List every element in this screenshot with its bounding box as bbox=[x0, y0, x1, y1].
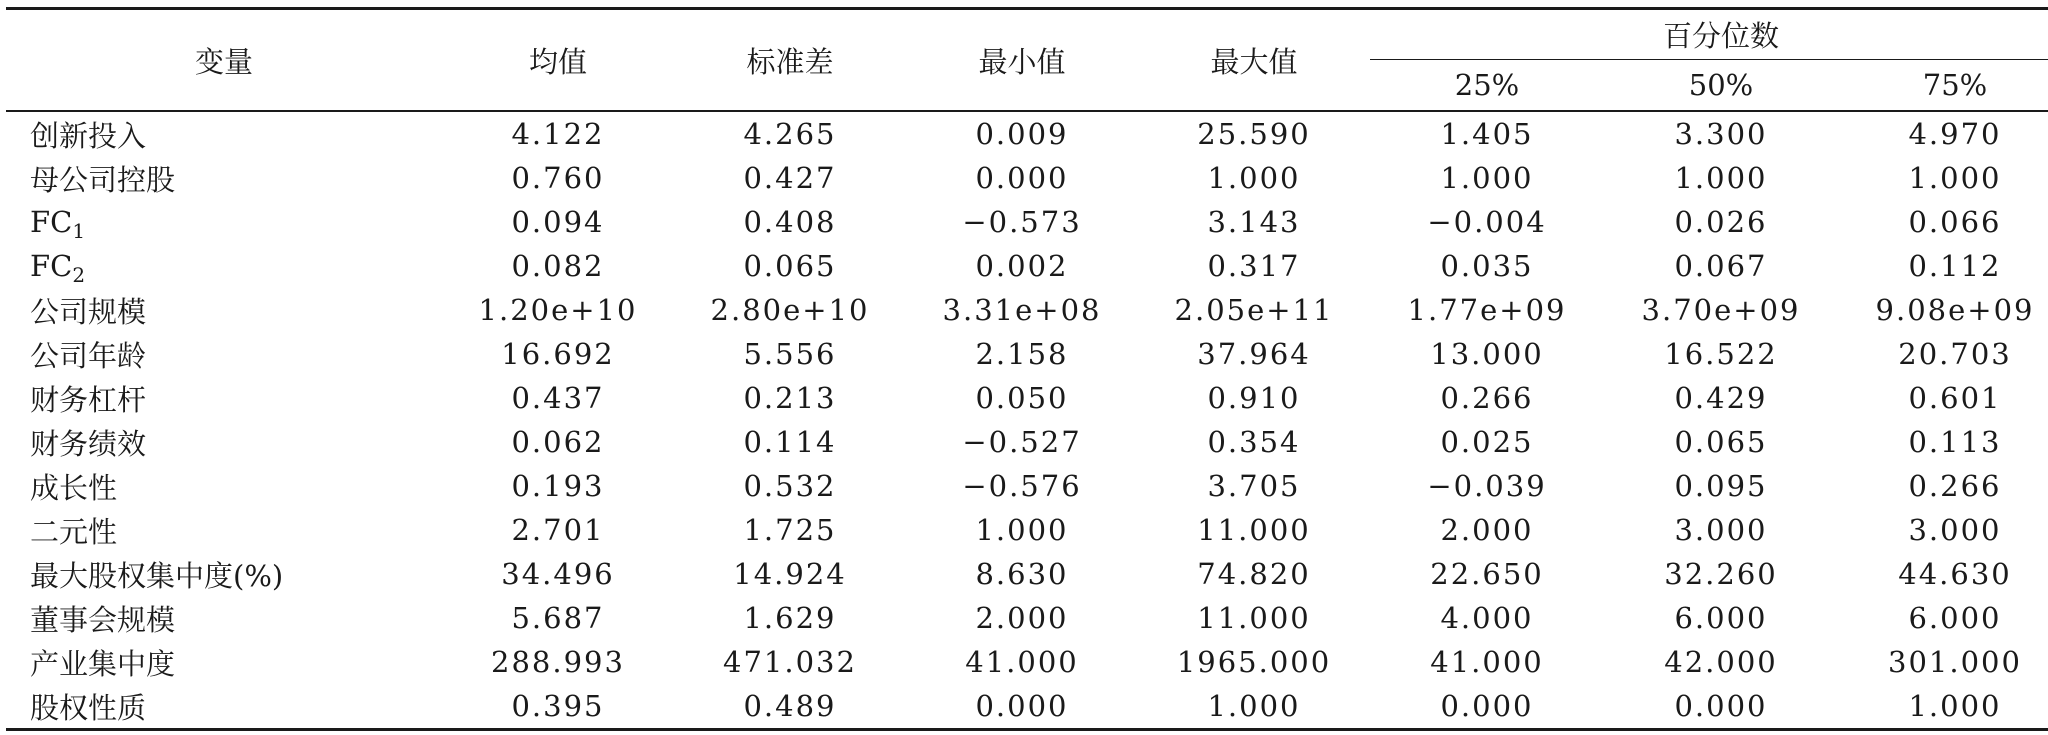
table-row bbox=[6, 684, 2048, 730]
cell-min: 3.31e+08 bbox=[942, 293, 1102, 327]
header-min: 最小值 bbox=[906, 9, 1138, 112]
cell-p50: 32.260 bbox=[1664, 557, 1778, 591]
cell-p50: 0.429 bbox=[1674, 381, 1768, 415]
row-variable-name bbox=[6, 376, 442, 420]
cell-std: 1.725 bbox=[743, 513, 837, 547]
table-body bbox=[6, 111, 2048, 730]
row-variable-name bbox=[6, 332, 442, 376]
variable-label: 股权性质 bbox=[30, 690, 147, 725]
cell-std: 0.532 bbox=[743, 469, 837, 503]
header-variable: 变量 bbox=[6, 9, 442, 112]
cell-max: 3.143 bbox=[1207, 205, 1301, 239]
row-variable-name bbox=[6, 464, 442, 508]
cell-mean: 34.496 bbox=[501, 557, 615, 591]
cell-p50: 3.70e+09 bbox=[1641, 293, 1801, 327]
cell-mean: 4.122 bbox=[511, 117, 605, 151]
cell-p25: 0.035 bbox=[1440, 249, 1534, 283]
cell-max: 11.000 bbox=[1197, 513, 1311, 547]
cell-p25: 0.266 bbox=[1440, 381, 1534, 415]
header-mean: 均值 bbox=[442, 9, 674, 112]
table-row bbox=[6, 552, 2048, 596]
cell-min: 2.158 bbox=[975, 337, 1069, 371]
cell-mean: 0.437 bbox=[511, 381, 605, 415]
cell-min: −0.527 bbox=[962, 425, 1082, 459]
header-p25: 25% bbox=[1370, 60, 1604, 112]
cell-std: 14.924 bbox=[733, 557, 847, 591]
cell-std: 0.065 bbox=[743, 249, 837, 283]
table-header bbox=[6, 9, 2048, 112]
cell-p25: 1.000 bbox=[1440, 161, 1534, 195]
cell-max: 1.000 bbox=[1138, 684, 1370, 730]
cell-p50: 6.000 bbox=[1674, 601, 1768, 635]
cell-p25: 13.000 bbox=[1430, 337, 1544, 371]
cell-p50: 42.000 bbox=[1664, 645, 1778, 679]
row-variable-name bbox=[6, 200, 442, 244]
variable-label: FC bbox=[30, 249, 73, 283]
cell-min: 0.050 bbox=[975, 381, 1069, 415]
cell-mean: 5.687 bbox=[511, 601, 605, 635]
table-row bbox=[6, 288, 2048, 332]
variable-label: 公司规模 bbox=[30, 294, 147, 329]
row-variable-name bbox=[6, 684, 442, 730]
header-max: 最大值 bbox=[1138, 9, 1370, 112]
cell-p75: 301.000 bbox=[1888, 645, 2022, 679]
cell-p25: 0.000 bbox=[1370, 684, 1604, 730]
cell-max: 11.000 bbox=[1197, 601, 1311, 635]
row-variable-name bbox=[6, 288, 442, 332]
cell-min: 41.000 bbox=[965, 645, 1079, 679]
cell-p75: 9.08e+09 bbox=[1875, 293, 2035, 327]
row-variable-name bbox=[6, 156, 442, 200]
variable-subscript: 2 bbox=[72, 263, 86, 287]
cell-p25: 4.000 bbox=[1440, 601, 1534, 635]
cell-std: 0.427 bbox=[743, 161, 837, 195]
cell-p75: 0.112 bbox=[1908, 249, 2002, 283]
table-row bbox=[6, 244, 2048, 288]
cell-p75: 1.000 bbox=[1908, 161, 2002, 195]
cell-mean: 0.760 bbox=[511, 161, 605, 195]
cell-p50: 0.067 bbox=[1674, 249, 1768, 283]
cell-min: −0.576 bbox=[962, 469, 1082, 503]
cell-std: 1.629 bbox=[743, 601, 837, 635]
cell-min: 8.630 bbox=[975, 557, 1069, 591]
table-row bbox=[6, 508, 2048, 552]
header-std: 标准差 bbox=[674, 9, 906, 112]
variable-label: 创新投入 bbox=[30, 118, 147, 153]
variable-label: 公司年龄 bbox=[30, 338, 147, 373]
cell-std: 471.032 bbox=[723, 645, 857, 679]
cell-p75: 3.000 bbox=[1908, 513, 2002, 547]
row-variable-name bbox=[6, 596, 442, 640]
cell-p25: 0.025 bbox=[1440, 425, 1534, 459]
cell-mean: 0.062 bbox=[511, 425, 605, 459]
cell-std: 4.265 bbox=[743, 117, 837, 151]
cell-p75: 0.113 bbox=[1908, 425, 2002, 459]
cell-p25: 1.405 bbox=[1440, 117, 1534, 151]
cell-std: 0.213 bbox=[743, 381, 837, 415]
cell-max: 0.354 bbox=[1207, 425, 1301, 459]
cell-p25: 2.000 bbox=[1440, 513, 1534, 547]
cell-p75: 44.630 bbox=[1898, 557, 2012, 591]
table-row bbox=[6, 420, 2048, 464]
cell-mean: 0.193 bbox=[511, 469, 605, 503]
cell-p25: −0.004 bbox=[1427, 205, 1547, 239]
cell-max: 0.317 bbox=[1207, 249, 1301, 283]
cell-std: 5.556 bbox=[743, 337, 837, 371]
cell-mean: 0.094 bbox=[511, 205, 605, 239]
cell-max: 25.590 bbox=[1197, 117, 1311, 151]
cell-min: 0.009 bbox=[975, 117, 1069, 151]
variable-label: 二元性 bbox=[30, 514, 118, 549]
cell-p75: 6.000 bbox=[1908, 601, 2002, 635]
cell-min: 0.000 bbox=[906, 684, 1138, 730]
cell-max: 2.05e+11 bbox=[1174, 293, 1334, 327]
cell-p75: 0.066 bbox=[1908, 205, 2002, 239]
cell-min: 2.000 bbox=[975, 601, 1069, 635]
cell-mean: 0.082 bbox=[511, 249, 605, 283]
cell-p75: 0.601 bbox=[1908, 381, 2002, 415]
header-p75: 75% bbox=[1838, 60, 2048, 112]
cell-p75: 0.266 bbox=[1908, 469, 2002, 503]
table-row bbox=[6, 376, 2048, 420]
cell-std: 2.80e+10 bbox=[710, 293, 870, 327]
cell-mean: 1.20e+10 bbox=[478, 293, 638, 327]
cell-min: −0.573 bbox=[962, 205, 1082, 239]
cell-p25: −0.039 bbox=[1427, 469, 1547, 503]
cell-mean: 16.692 bbox=[501, 337, 615, 371]
cell-min: 1.000 bbox=[975, 513, 1069, 547]
cell-max: 0.910 bbox=[1207, 381, 1301, 415]
cell-p75: 4.970 bbox=[1908, 117, 2002, 151]
cell-max: 1965.000 bbox=[1176, 645, 1332, 679]
variable-label: 财务杠杆 bbox=[30, 382, 147, 417]
cell-p25: 1.77e+09 bbox=[1407, 293, 1567, 327]
header-p50: 50% bbox=[1604, 60, 1838, 112]
descriptive-statistics-table-wrapper bbox=[6, 7, 2042, 731]
cell-p50: 1.000 bbox=[1674, 161, 1768, 195]
variable-label: 财务绩效 bbox=[30, 426, 147, 461]
cell-max: 74.820 bbox=[1197, 557, 1311, 591]
cell-mean: 288.993 bbox=[491, 645, 625, 679]
header-row-1 bbox=[6, 9, 2048, 60]
variable-label: FC bbox=[30, 205, 73, 239]
cell-max: 1.000 bbox=[1207, 161, 1301, 195]
table-row bbox=[6, 156, 2048, 200]
table-row bbox=[6, 464, 2048, 508]
cell-p75: 1.000 bbox=[1838, 684, 2048, 730]
cell-mean: 0.395 bbox=[442, 684, 674, 730]
variable-label: 成长性 bbox=[30, 470, 118, 505]
cell-std: 0.114 bbox=[743, 425, 837, 459]
header-percentile-group: 百分位数 bbox=[1370, 9, 2048, 60]
variable-label: 董事会规模 bbox=[30, 602, 176, 637]
row-variable-name bbox=[6, 552, 442, 596]
cell-p50: 3.000 bbox=[1674, 513, 1768, 547]
cell-p50: 0.095 bbox=[1674, 469, 1768, 503]
table-row bbox=[6, 111, 2048, 156]
cell-p50: 0.026 bbox=[1674, 205, 1768, 239]
row-variable-name bbox=[6, 244, 442, 288]
row-variable-name bbox=[6, 640, 442, 684]
cell-p75: 20.703 bbox=[1898, 337, 2012, 371]
table-row bbox=[6, 596, 2048, 640]
cell-max: 37.964 bbox=[1197, 337, 1311, 371]
cell-min: 0.000 bbox=[975, 161, 1069, 195]
cell-min: 0.002 bbox=[975, 249, 1069, 283]
cell-mean: 2.701 bbox=[511, 513, 605, 547]
table-row bbox=[6, 640, 2048, 684]
variable-subscript: 1 bbox=[72, 219, 86, 243]
descriptive-statistics-table bbox=[6, 7, 2048, 731]
cell-p50: 3.300 bbox=[1674, 117, 1768, 151]
cell-std: 0.489 bbox=[674, 684, 906, 730]
cell-p50: 16.522 bbox=[1664, 337, 1778, 371]
table-row bbox=[6, 332, 2048, 376]
cell-p50: 0.000 bbox=[1604, 684, 1838, 730]
cell-p25: 41.000 bbox=[1430, 645, 1544, 679]
cell-max: 3.705 bbox=[1207, 469, 1301, 503]
row-variable-name bbox=[6, 508, 442, 552]
row-variable-name bbox=[6, 420, 442, 464]
variable-label: 产业集中度 bbox=[30, 646, 176, 681]
cell-p50: 0.065 bbox=[1674, 425, 1768, 459]
cell-std: 0.408 bbox=[743, 205, 837, 239]
variable-label: 母公司控股 bbox=[30, 162, 176, 197]
variable-label: 最大股权集中度(%) bbox=[30, 558, 284, 593]
table-row bbox=[6, 200, 2048, 244]
row-variable-name bbox=[6, 111, 442, 156]
cell-p25: 22.650 bbox=[1430, 557, 1544, 591]
